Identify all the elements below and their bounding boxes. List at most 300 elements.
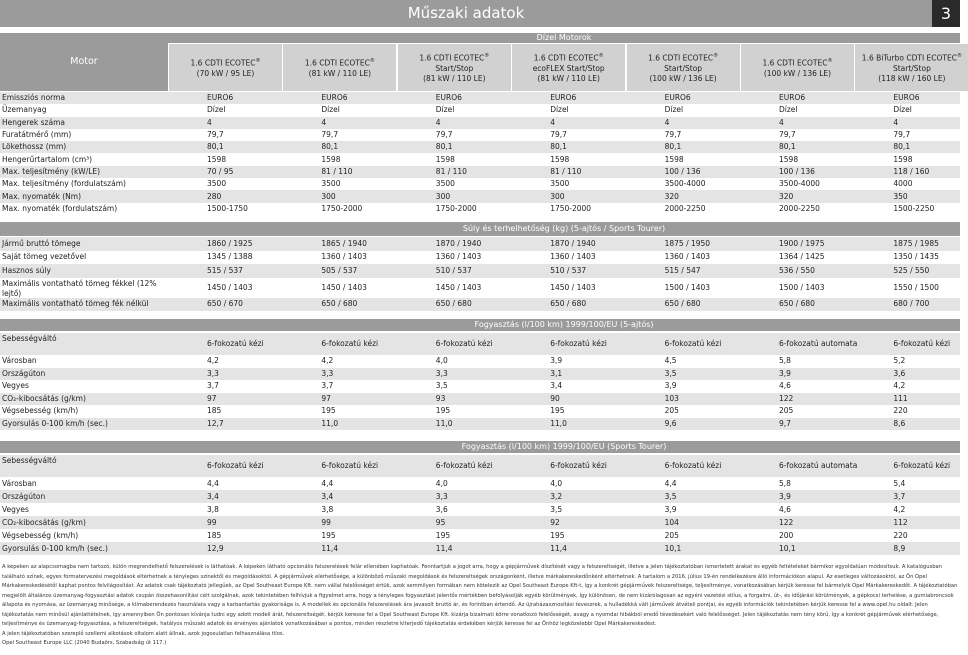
table-cell: 122 xyxy=(779,517,794,527)
table-cell: 200 xyxy=(779,530,794,540)
table-cell: 4 xyxy=(207,117,212,127)
table-cell: 3,5 xyxy=(664,368,677,378)
table-cell: 1364 / 1425 xyxy=(779,252,825,262)
table-cell: 1860 / 1925 xyxy=(207,238,253,248)
footnote-paragraph: A jelen tájékoztatóban szereplő szellemi alkotások oltalom alatt állnak, azok jogosulatlan felhasználása tilos. xyxy=(2,630,285,637)
table-row xyxy=(0,516,960,529)
table-cell: 4,6 xyxy=(779,504,791,514)
table-cell: 6-fokozatú kézi xyxy=(664,461,722,470)
table-cell: 6-fokozatú kézi xyxy=(893,339,951,348)
engine-header-line: (100 kW / 136 LE) xyxy=(763,68,832,78)
row-label: Országúton xyxy=(2,491,46,501)
registered-mark: ® xyxy=(713,53,719,60)
table-cell: 79,7 xyxy=(779,130,796,140)
table-cell: 195 xyxy=(321,406,336,416)
table-cell: 3,7 xyxy=(893,491,906,501)
table-cell: 6-fokozatú kézi xyxy=(207,461,264,470)
footnote-paragraph: A képeken az alapcsomagba nem tartozó, külön megrendelhető felszerelések is láthatóak. A képeken látható opcionális felszerelések felár ellenében kaphatóak. Fenntartjuk a jogot arra, hogy a gépjárművek díszítését vagy a felszereltségét, illetve a jelen tájékoztatóban ismertetett árakat és egyéb feltételeket bármikor egyoldalúan módosítsuk. A katalógusban található színek, egyes formatervezési megoldások eltérhetnek a tényleges színektől és megoldásoktól. A gépjárművek elérhetősége, a különböző műszaki megoldások és felszereltségek országonként, illetve márkakereskedőnként eltérhetnek. A tartalom a 2016. július 19-én rendelkezésre álló információkon alapul. Az esetleges változásokról, az Ön Opel Márkakereskedésétől kaphat pontos felvilágosítást. Az adatok csak tájékoztató jellegűek, az Opel Southeast Europe Kft. nem vállal felelősséget értük, azok semmilyen formában nem kötelezik az Opel Southeast Europe Kft-t, így a konkrét gépjárművek felszereltsége, teljesítménye, vonatkozásában kérjük keresse fel bármelyik Opel Márkakereskedőt. A tájékoztatóban megjelölt általános üzemanyag-fogyasztási adatok csupán összehasonlítási célt szolgálnak, azok tekintetében felhívjuk a figyelmet arra, hogy a tényleges fogyasztást jelentős mértékben befolyásolják egyéb körülmények, így különösen, de nem kizárólagosan az egyéni vezetési stílus, a forgalmi, út-, és időjárási körülmények, a gépkocsi terhelése, a gumiabroncsok állapota és nyomása, az üzemanyag minősége, a klímaberendezés használata vagy a karbantartás gyakorisága is. A modellek és opcionális felszerelések ára javasolt bruttó ár, és forintban értendő. Az üjraházasznosítási teveszrek, a hulladékká vált járművek átvételi pontjai, és egyéb információk tekintetében kérjük keresse fel a www.opel.hu oldalt. Jelen tájékoztatás nem minősül ajánlattételnek, így amennyiben Ön pontosan kívánja tudni egy adott modell árát, felszereltségét, kérjük keresse fel a Opel Southeast Europe Kft. kizárja bizalmati körre vonatkozó felelősségét, avagy a nyomdai hibákból eredő tévedésekért való felelősséget. Jelen tájékoztatás nem tény körű, így a konkrét gépjárművek elérhetősége, teljesítménye és üzemanyag-fogyasztása, a felszereltségek, hatályos műszaki adatok és érvényes ajánlatok vonatkozásában a pontos, minden részletre kiterjedő tájékoztatás érdekében kérjük keresse fel az Önhöz legközelebbi Opel Márkakereskedést. xyxy=(2,564,958,627)
table-cell: 1345 / 1388 xyxy=(207,252,253,262)
engine-header-line: (70 kW / 95 LE) xyxy=(196,68,255,78)
table-cell: 1750-2000 xyxy=(550,203,592,213)
table-row xyxy=(0,92,960,104)
table-cell: EURO6 xyxy=(893,93,920,103)
table-cell: 10,1 xyxy=(779,543,796,553)
table-cell: 92 xyxy=(550,517,560,527)
engine-header-line: 1.6 BiTurbo CDTI ECOTEC® xyxy=(861,53,962,63)
header-bar xyxy=(0,0,960,27)
registered-mark: ® xyxy=(827,58,833,65)
row-label: Országúton xyxy=(2,368,46,378)
table-cell: 6-fokozatú kézi xyxy=(321,461,379,470)
table-cell: 4 xyxy=(550,117,555,127)
table-cell: 8,9 xyxy=(893,543,906,553)
table-cell: 3,3 xyxy=(435,368,448,378)
motor-label: Motor xyxy=(0,33,168,91)
table-cell: 536 / 550 xyxy=(779,265,815,275)
table-cell: 195 xyxy=(435,530,451,540)
table-row xyxy=(0,355,960,368)
table-cell: Dízel xyxy=(779,105,798,115)
table-cell: 4,4 xyxy=(664,478,677,488)
footnote-paragraph: Opel Southeast Europe LLC (2040 Budaörs, Szabadság út 117.) xyxy=(2,640,167,646)
table-cell: 1360 / 1403 xyxy=(435,252,482,262)
table-row xyxy=(0,104,960,116)
table-cell: 79,7 xyxy=(664,130,682,140)
table-cell: 1598 xyxy=(664,154,684,164)
table-cell: 118 / 160 xyxy=(893,166,930,176)
table-cell: 1500 / 1403 xyxy=(779,282,825,292)
section-band-left xyxy=(0,319,168,331)
table-cell: 4,0 xyxy=(435,478,448,488)
table-cell: 80,1 xyxy=(664,142,682,152)
engine-header-6 xyxy=(741,44,854,91)
row-label: Vegyes xyxy=(2,381,29,391)
footnotes xyxy=(2,563,958,649)
table-cell: 9,7 xyxy=(779,418,791,428)
table-cell: 205 xyxy=(779,406,794,416)
table-row xyxy=(0,490,960,503)
row-label: Hengerűrtartalom (cm³) xyxy=(2,154,93,164)
table-cell: 11,4 xyxy=(321,543,339,553)
table-cell: 1598 xyxy=(550,154,570,164)
table-cell: 1450 / 1403 xyxy=(207,282,253,292)
table-cell: 1875 / 1985 xyxy=(893,238,939,248)
table-cell: 4 xyxy=(321,117,327,127)
table-row xyxy=(0,529,960,542)
table-cell: 3,9 xyxy=(779,368,791,378)
engine-header-line: Start/Stop xyxy=(435,63,474,73)
engine-header-line: (118 kW / 160 LE) xyxy=(878,73,946,83)
table-cell: Dízel xyxy=(893,105,912,115)
table-cell: 195 xyxy=(435,406,451,416)
table-row xyxy=(0,418,960,431)
table-row xyxy=(0,503,960,516)
table-cell: 3,3 xyxy=(207,368,219,378)
section-section_fuel1: Fogyasztás (l/100 km) 1999/100/EU (5-ajtós) xyxy=(168,319,960,331)
table-cell: 6-fokozatú automata xyxy=(779,339,858,348)
engine-header-3 xyxy=(398,44,511,91)
table-cell: 6-fokozatú kézi xyxy=(207,339,264,348)
table-cell: 3,2 xyxy=(550,491,563,501)
table-row xyxy=(0,333,960,355)
table-row xyxy=(0,380,960,393)
table-cell: 6-fokozatú kézi xyxy=(550,339,607,348)
table-row xyxy=(0,129,960,141)
row-label: Vegyes xyxy=(2,504,29,514)
table-cell: 1450 / 1403 xyxy=(435,282,482,292)
engine-header-line: 1.6 CDTI ECOTEC® xyxy=(190,58,261,68)
table-cell: 4,2 xyxy=(893,504,906,514)
table-cell: 1450 / 1403 xyxy=(321,282,367,292)
table-cell: 650 / 680 xyxy=(550,299,587,309)
table-row xyxy=(0,455,960,477)
table-cell: 650 / 680 xyxy=(664,299,701,309)
row-label: Gyorsulás 0-100 km/h (sec.) xyxy=(2,418,108,428)
engine-header-line: (100 kW / 136 LE) xyxy=(649,73,717,83)
table-cell: 1500 / 1403 xyxy=(664,282,711,292)
table-cell: 510 / 537 xyxy=(435,265,472,275)
row-label: Városban xyxy=(2,478,37,488)
engine-header-line: (81 kW / 110 LE) xyxy=(308,68,372,78)
row-label: Emissziós norma xyxy=(2,93,66,103)
table-cell: 680 / 700 xyxy=(893,299,930,309)
table-cell: 97 xyxy=(207,393,217,403)
table-cell: 79,7 xyxy=(207,130,224,140)
table-cell: 6-fokozatú kézi xyxy=(435,461,493,470)
table-cell: EURO6 xyxy=(550,93,577,103)
table-row xyxy=(0,278,960,298)
table-cell: 280 xyxy=(207,191,222,201)
table-cell: 350 xyxy=(893,191,908,201)
table-cell: 205 xyxy=(664,530,679,540)
table-cell: 6-fokozatú kézi xyxy=(664,339,722,348)
table-cell: EURO6 xyxy=(207,93,234,103)
engine-header-line: 1.6 CDTI ECOTEC® xyxy=(648,53,719,63)
table-cell: 3,7 xyxy=(321,381,334,391)
table-cell: 79,7 xyxy=(435,130,453,140)
row-label: Jármű bruttó tömege xyxy=(2,238,81,248)
table-cell: 1865 / 1940 xyxy=(321,238,367,248)
table-cell: 11,0 xyxy=(550,418,567,428)
table-cell: 81 / 110 xyxy=(321,166,353,176)
table-cell: 1360 / 1403 xyxy=(550,252,596,262)
table-cell: 185 xyxy=(207,530,222,540)
table-cell: 79,7 xyxy=(550,130,567,140)
table-cell: 4 xyxy=(893,117,899,127)
table-cell: 1750-2000 xyxy=(321,203,363,213)
table-cell: 300 xyxy=(321,191,336,201)
table-cell: 3,8 xyxy=(207,504,219,514)
table-cell: 650 / 680 xyxy=(321,299,358,309)
engine-header-7 xyxy=(855,44,968,91)
table-cell: 11,0 xyxy=(435,418,453,428)
section-band-left xyxy=(0,222,168,236)
table-cell: 3,1 xyxy=(550,368,563,378)
table-cell: 220 xyxy=(893,406,908,416)
row-label: Városban xyxy=(2,356,37,366)
table-cell: 9,6 xyxy=(664,418,677,428)
table-cell: 104 xyxy=(664,517,679,527)
row-label: Hasznos súly xyxy=(2,265,51,275)
row-label: Max. nyomaték (fordulatszám) xyxy=(2,203,118,213)
table-cell: 4,0 xyxy=(435,356,448,366)
table-cell: 12,7 xyxy=(207,418,224,428)
table-cell: 122 xyxy=(779,393,794,403)
table-cell: 3,3 xyxy=(321,368,334,378)
table-row xyxy=(0,264,960,278)
row-label: Hengerek száma xyxy=(2,117,65,127)
table-cell: 103 xyxy=(664,393,679,403)
table-cell: 4,2 xyxy=(893,381,906,391)
table-cell: 97 xyxy=(321,393,331,403)
table-cell: 1875 / 1950 xyxy=(664,238,711,248)
table-cell: Dízel xyxy=(321,105,340,115)
table-cell: 3500 xyxy=(550,179,570,189)
registered-mark: ® xyxy=(956,53,962,60)
table-cell: 515 / 537 xyxy=(207,265,243,275)
table-cell: 3500 xyxy=(435,179,455,189)
table-row xyxy=(0,393,960,406)
page-title: Műszaki adatok xyxy=(407,4,525,22)
row-label: Sebességváltó xyxy=(2,456,57,465)
table-cell: 80,1 xyxy=(893,142,911,152)
table-cell: 5,2 xyxy=(893,356,906,366)
table-cell: 80,1 xyxy=(550,142,567,152)
table-cell: EURO6 xyxy=(664,93,691,103)
table-row xyxy=(0,203,960,215)
engine-header-line: (81 kW / 110 LE) xyxy=(537,73,600,83)
table-cell: 1500-1750 xyxy=(207,203,248,213)
table-cell: 11,4 xyxy=(435,543,453,553)
table-cell: 4,0 xyxy=(550,478,563,488)
table-row xyxy=(0,405,960,418)
table-cell: 1500-2250 xyxy=(893,203,935,213)
table-cell: 4,5 xyxy=(664,356,677,366)
row-label: Végsebesség (km/h) xyxy=(2,530,79,540)
table-cell: 1350 / 1435 xyxy=(893,252,939,262)
table-cell: 4,4 xyxy=(207,478,219,488)
table-cell: 650 / 680 xyxy=(779,299,815,309)
table-cell: 4,6 xyxy=(779,381,791,391)
engine-header-line: 1.6 CDTI ECOTEC® xyxy=(762,58,833,68)
table-cell: 4,4 xyxy=(321,478,334,488)
row-label: Lökethossz (mm) xyxy=(2,142,67,152)
engine-header-line: 1.6 CDTI ECOTEC® xyxy=(304,58,375,68)
table-row xyxy=(0,190,960,202)
table-row xyxy=(0,298,960,312)
table-cell: 90 xyxy=(550,393,560,403)
engine-header-line: Start/Stop xyxy=(892,63,931,73)
table-cell: 300 xyxy=(550,191,565,201)
table-cell: 3,5 xyxy=(664,491,677,501)
table-cell: 81 / 110 xyxy=(550,166,582,176)
table-cell: 3,5 xyxy=(550,504,563,514)
engine-header-2 xyxy=(283,44,396,91)
table-cell: 100 / 136 xyxy=(664,166,701,176)
table-cell: 3,3 xyxy=(435,491,448,501)
table-cell: 10,1 xyxy=(664,543,682,553)
registered-mark: ® xyxy=(369,58,375,65)
table-cell: 4 xyxy=(435,117,441,127)
table-cell: 1598 xyxy=(893,154,913,164)
table-cell: 300 xyxy=(435,191,451,201)
registered-mark: ® xyxy=(598,53,604,60)
table-cell: 1900 / 1975 xyxy=(779,238,825,248)
engine-header-line: (81 kW / 110 LE) xyxy=(423,73,486,83)
registered-mark: ® xyxy=(484,53,490,60)
row-label: Furatátmérő (mm) xyxy=(2,130,72,140)
table-cell: 80,1 xyxy=(321,142,339,152)
table-cell: Dízel xyxy=(664,105,684,115)
table-cell: EURO6 xyxy=(779,93,806,103)
table-cell: 99 xyxy=(207,517,217,527)
table-row xyxy=(0,542,960,555)
engine-header-4 xyxy=(512,44,625,91)
table-cell: 5,8 xyxy=(779,356,791,366)
table-cell: 93 xyxy=(435,393,446,403)
table-cell: 79,7 xyxy=(321,130,339,140)
table-cell: 3,6 xyxy=(893,368,906,378)
table-row xyxy=(0,166,960,178)
table-row xyxy=(0,368,960,381)
table-cell: 1450 / 1403 xyxy=(550,282,596,292)
table-cell: 6-fokozatú automata xyxy=(779,461,858,470)
engine-header-line: ecoFLEX Start/Stop xyxy=(532,63,605,73)
table-cell: 3500 xyxy=(321,179,341,189)
table-cell: 111 xyxy=(893,393,908,403)
engine-header-line: Start/Stop xyxy=(664,63,703,73)
table-cell: 1598 xyxy=(207,154,227,164)
table-cell: 3,4 xyxy=(321,491,334,501)
section-section_fuel2: Fogyasztás (l/100 km) 1999/100/EU (Sports Tourer) xyxy=(168,441,960,453)
section-section_weights: Súly és terhelhetőség (kg) (5-ajtós / Sports Tourer) xyxy=(168,222,960,236)
table-cell: 1598 xyxy=(435,154,455,164)
table-cell: 3500 xyxy=(207,179,227,189)
table-row xyxy=(0,477,960,490)
engine-header-line: 1.6 CDTI ECOTEC® xyxy=(419,53,490,63)
table-cell: 2000-2250 xyxy=(779,203,820,213)
table-cell: 2000-2250 xyxy=(664,203,706,213)
table-cell: EURO6 xyxy=(435,93,462,103)
table-cell: 8,6 xyxy=(893,418,906,428)
table-cell: 1870 / 1940 xyxy=(435,238,482,248)
row-label: Üzemanyag xyxy=(2,105,47,115)
table-cell: 3,9 xyxy=(550,356,563,366)
table-cell: 4,2 xyxy=(207,356,219,366)
table-cell: 112 xyxy=(893,517,908,527)
table-cell: 11,0 xyxy=(321,418,339,428)
table-cell: 3500-4000 xyxy=(779,179,820,189)
table-cell: Dízel xyxy=(550,105,569,115)
table-cell: 3,4 xyxy=(207,491,219,501)
table-cell: 3,5 xyxy=(435,381,448,391)
table-cell: 1750-2000 xyxy=(435,203,477,213)
table-cell: 6-fokozatú kézi xyxy=(893,461,951,470)
table-cell: 510 / 537 xyxy=(550,265,587,275)
table-cell: 11,4 xyxy=(550,543,567,553)
row-label: Végsebesség (km/h) xyxy=(2,406,79,416)
table-cell: 195 xyxy=(550,530,565,540)
table-cell: Dízel xyxy=(207,105,226,115)
row-label: Maximális vontatható tömeg fékkel (12% lejtő) xyxy=(2,278,157,298)
table-row xyxy=(0,117,960,129)
table-cell: 3,4 xyxy=(550,381,563,391)
table-row xyxy=(0,154,960,166)
table-cell: 1598 xyxy=(779,154,799,164)
engine-header-5 xyxy=(627,44,740,91)
table-cell: 6-fokozatú kézi xyxy=(321,339,379,348)
table-cell: 3,9 xyxy=(664,504,677,514)
table-cell: 95 xyxy=(435,517,446,527)
table-cell: 6-fokozatú kézi xyxy=(550,461,607,470)
table-cell: 4,2 xyxy=(321,356,334,366)
table-cell: EURO6 xyxy=(321,93,348,103)
row-label: CO₂-kibocsátás (g/km) xyxy=(2,517,86,527)
table-cell: 100 / 136 xyxy=(779,166,815,176)
table-row xyxy=(0,251,960,265)
registered-mark: ® xyxy=(255,58,261,65)
row-label: Saját tömeg vezetővel xyxy=(2,252,87,262)
row-label: Max. teljesítmény (fordulatszám) xyxy=(2,179,126,189)
table-cell: 3500-4000 xyxy=(664,179,706,189)
table-cell: 79,7 xyxy=(893,130,911,140)
table-row xyxy=(0,237,960,251)
table-cell: 195 xyxy=(321,530,336,540)
row-label: Max. nyomaték (Nm) xyxy=(2,191,82,201)
table-cell: 6-fokozatú kézi xyxy=(435,339,493,348)
table-row xyxy=(0,178,960,190)
table-row xyxy=(0,141,960,153)
table-cell: 5,4 xyxy=(893,478,906,488)
table-cell: 4 xyxy=(664,117,670,127)
table-cell: 3,9 xyxy=(664,381,677,391)
table-cell: 220 xyxy=(893,530,908,540)
table-cell: 80,1 xyxy=(207,142,224,152)
table-cell: 99 xyxy=(321,517,331,527)
table-cell: 12,9 xyxy=(207,543,224,553)
table-cell: 3,6 xyxy=(435,504,448,514)
table-cell: 650 / 680 xyxy=(435,299,472,309)
table-cell: 525 / 550 xyxy=(893,265,930,275)
table-cell: 205 xyxy=(664,406,679,416)
table-cell: 5,8 xyxy=(779,478,791,488)
table-cell: 3,7 xyxy=(207,381,219,391)
table-cell: 1870 / 1940 xyxy=(550,238,596,248)
row-label: Max. teljesítmény (kW/LE) xyxy=(2,166,101,176)
table-cell: 81 / 110 xyxy=(435,166,467,176)
table-cell: 80,1 xyxy=(779,142,796,152)
table-cell: 70 / 95 xyxy=(207,166,234,176)
table-cell: 515 / 547 xyxy=(664,265,701,275)
section-engines: Dízel Motorok xyxy=(168,33,960,43)
table-cell: Dízel xyxy=(435,105,455,115)
row-label: CO₂-kibocsátás (g/km) xyxy=(2,393,86,403)
table-cell: 80,1 xyxy=(435,142,453,152)
table-cell: 1360 / 1403 xyxy=(664,252,711,262)
table-cell: 195 xyxy=(550,406,565,416)
table-cell: 320 xyxy=(779,191,794,201)
section-band-left xyxy=(0,441,168,453)
table-cell: 1360 / 1403 xyxy=(321,252,367,262)
table-cell: 650 / 670 xyxy=(207,299,243,309)
table-cell: 1598 xyxy=(321,154,341,164)
table-cell: 3,9 xyxy=(779,491,791,501)
table-cell: 4 xyxy=(779,117,784,127)
engine-header-1 xyxy=(169,44,282,91)
page-number: 3 xyxy=(932,0,960,27)
row-label: Maximális vontatható tömeg fék nélkül xyxy=(2,299,149,309)
table-cell: 320 xyxy=(664,191,679,201)
